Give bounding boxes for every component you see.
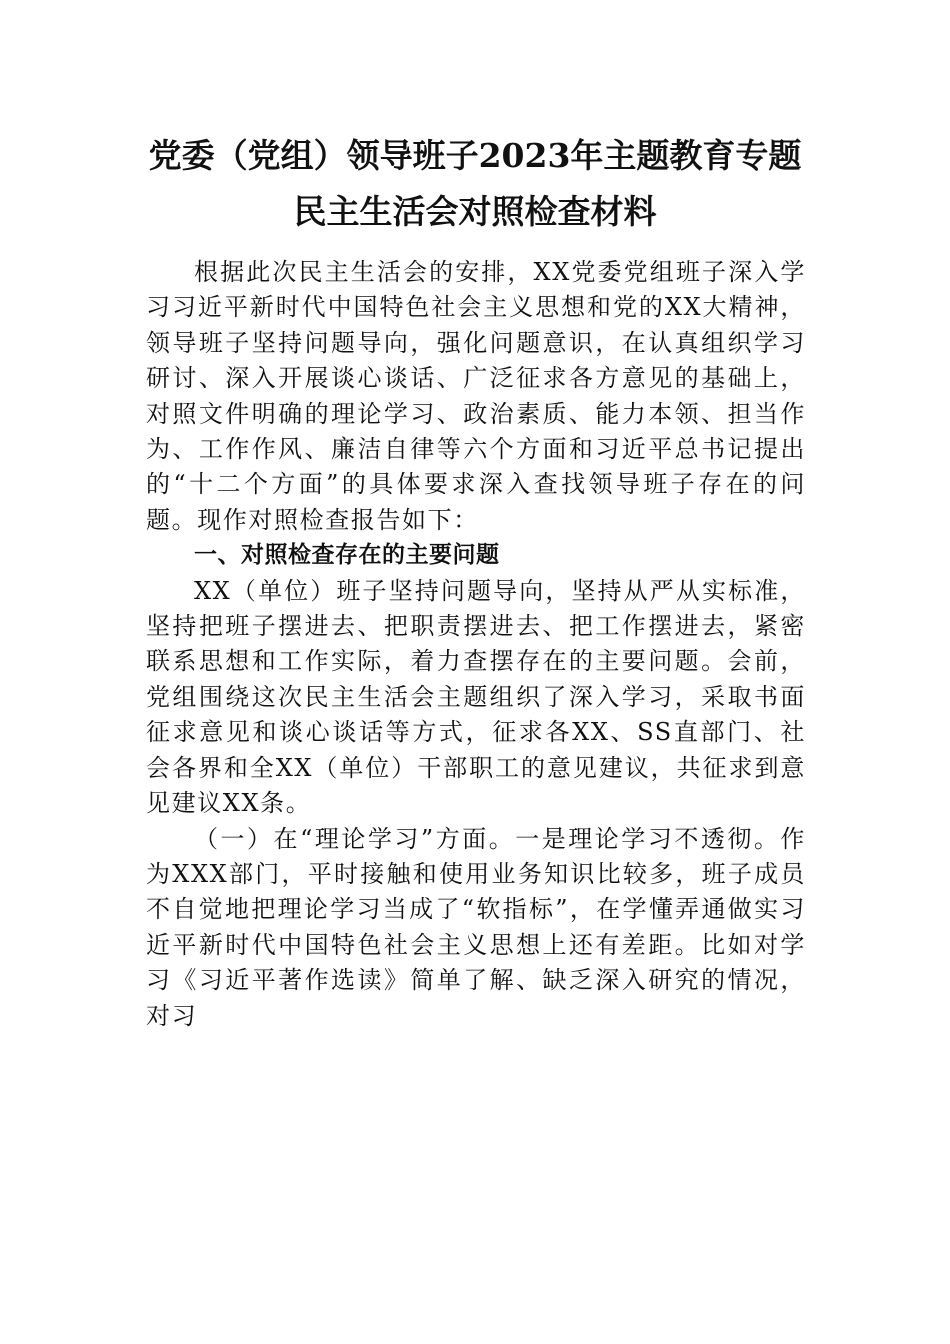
- body-paragraph: （一）在“理论学习”方面。一是理论学习不透彻。作为XXX部门，平时接触和使用业务知识比较多，班子成员不自觉地把理论学习当成了“软指标”，在学懂弄通做实习近平新时代中国特色社会主义思想上还有差距。比如对学习《习近平著作选读》简单了解、缺乏深入研究的情况，对习: [146, 824, 806, 1030]
- section-heading: 一、对照检查存在的主要问题: [194, 542, 500, 569]
- document-body: [146, 255, 806, 1034]
- intro-paragraph: 根据此次民主生活会的安排，XX党委党组班子深入学习习近平新时代中国特色社会主义思想和党的XX大精神，领导班子坚持问题导向，强化问题意识，在认真组织学习研讨、深入开展谈心谈话、广泛征求各方意见的基础上，对照文件明确的理论学习、政治素质、能力本领、担当作为、工作作风、廉洁自律等六个方面和习近平总书记提出的“十二个方面”的具体要求深入查找领导班子存在的问题。现作对照检查报告如下：: [146, 258, 806, 534]
- document-title: 党委（党组）领导班子2023年主题教育专题民主生活会对照检查材料: [148, 136, 802, 231]
- body-paragraph: XX（单位）班子坚持问题导向，坚持从严从实标准，坚持把班子摆进去、把职责摆进去、把工作摆进去，紧密联系思想和工作实际，着力查摆存在的主要问题。会前，党组围绕这次民主生活会主题组织了深入学习，采取书面征求意见和谈心谈话等方式，征求各XX、SS直部门、社会各界和全XX（单位）干部职工的意见建议，共征求到意见建议XX条。: [146, 576, 806, 818]
